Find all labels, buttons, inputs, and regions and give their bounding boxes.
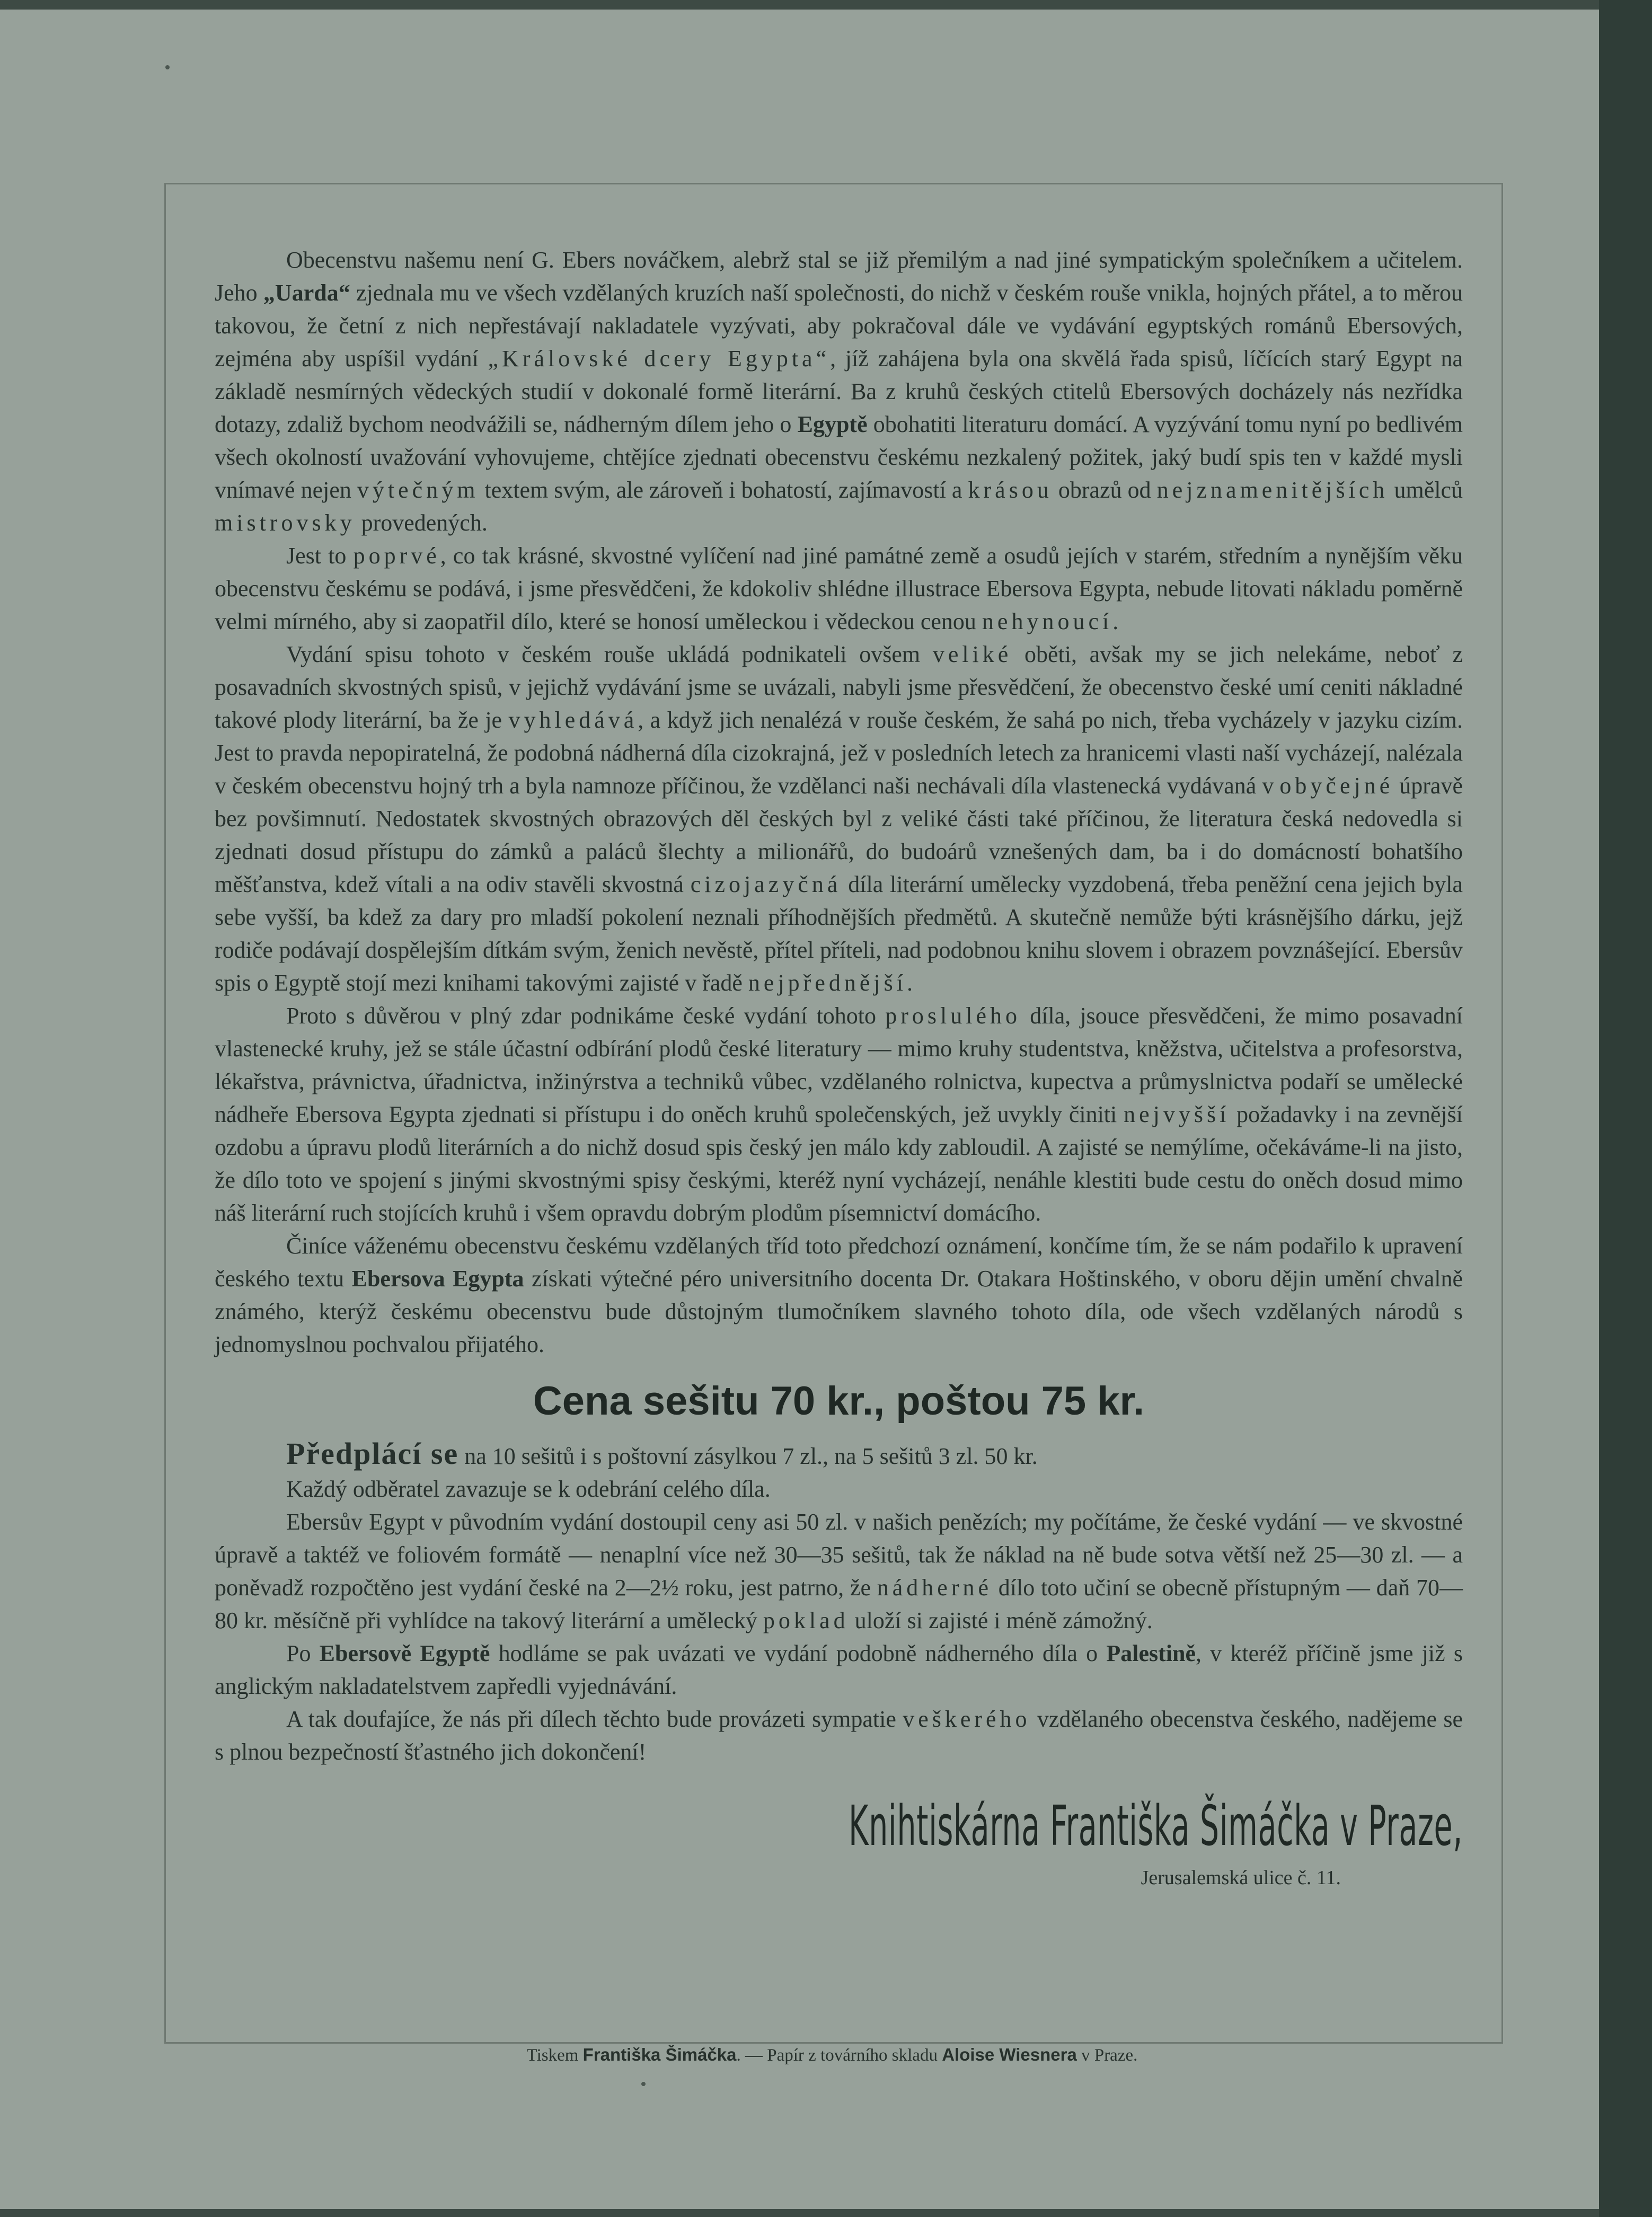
price-heading: Cena sešitu 70 kr., poštou 75 kr. [533, 1379, 1145, 1424]
subscription-terms: Předplácí se na 10 sešitů i s poštovní zásylkou 7 zl., na 5 sešitů 3 zl. 50 kr. [286, 1436, 1038, 1471]
speck [165, 65, 170, 69]
paragraph-publishing: Vydání spisu tohoto v českém rouše ukládá podnikateli ovšem veliké oběti, avšak my se jich nelekáme, neboť z posavadních skvostných spisů, v jejichž vydávání jsme se uvázali, nabyli jsme přesvědčení, že obecenstvo české umí ceniti nákladné takové plody literární, ba že je vyhledává, a když jich nenalézá v rouše českém, že sahá po nich, třeba vycházely v jazyku cizím. Jest to pravda nepopiratelná, že podobná nádherná díla cizokrajná, jež v posledních letech za hranicemi vlasti naší vycházejí, nalézala v českém obecenstvu hojný trh a byla namnoze příčinou, že vzdělanci naši nechávali díla vlastenecká vydávaná v obyčejné úpravě bez povšimnutí. Nedostatek skvostných obrazových děl českých byl z veliké části také příčinou, že literatura česká nedovedla si zjednati dosud přístupu do zámků a paláců šlechty a milionářů, do budoárů vznešených dam, ba i do domácností bohatšího měšťanstva, kdež vítali a na odiv stavěli skvostná cizojazyčná díla literární umělecky vyzdobená, třeba peněžní cena jejich byla sebe vyšší, ba kdež za dary pro mladší pokolení neznali příhodnějších předmětů. A skutečně nemůže býti krásnějšího dárku, jejž rodiče podávají dospělejším dítkám svým, ženich nevěstě, přítel příteli, nad podobnou knihu slovem i obrazem povznášející. Ebersův spis o Egyptě stojí mezi knihami takovými zajisté v řadě nejpřednější. [215, 641, 1463, 996]
speck [641, 2082, 646, 2086]
paragraph-first-time: Jest to poprvé, co tak krásné, skvostné vylíčení nad jiné památné země a osudů jejích v starém, středním a nynějším věku obecenstvu českému se podává, i jsme přesvědčeni, že kdokoliv shlédne illustrace Ebersova Egypta, nebude litovati nákladu poměrně velmi mírného, aby si zaopatřil dílo, které se honosí uměleckou i vědeckou cenou nehynoucí. [215, 543, 1463, 634]
book-spine [1599, 0, 1652, 2217]
announcement-body [215, 244, 1463, 1973]
subscriber-obligation: Každý odběratel zavazuje se k odebrání celého díla. [286, 1476, 771, 1502]
paragraph-cost: Ebersův Egypt v původním vydání dostoupil ceny asi 50 zl. v našich penězích; my počítáme, že české vydání — ve skvostné úpravě a taktéž ve foliovém formátě — nenaplní více než 30—35 sešitů, tak že náklad na ně bude sotva větší než 25—30 zl. — a poněvadž rozpočtěno jest vydání české na 2—2½ roku, jest patrno, že nádherné dílo toto učiní se obecně přístupným — daň 70—80 kr. měsíčně při vyhlídce na takový literární a umělecký poklad uloží si zajisté i méně zámožný. [215, 1509, 1463, 1633]
publisher-signature: Knihtiskárna Františka Šimáčka v Praze, [849, 1794, 1463, 1858]
paragraph-conclusion: Činíce váženému obecenstvu českému vzdělaných tříd toto předchozí oznámení, končíme tím, že se nám podařilo k upravení českého textu Ebersova Egypta získati výtečné péro universitního docenta Dr. Otakara Hoštinského, v oboru dějin umění chvalně známého, kterýž českému obecenstvu bude důstojným tlumočníkem slavného tohoto díla, ode všech vzdělaných národů s jednomyslnou pochvalou přijatého. [215, 1233, 1463, 1357]
paragraph-closing: A tak doufajíce, že nás při dílech těchto bude provázeti sympatie veškerého vzdělaného obecenstva českého, nadějeme se s plnou bezpečností šťastného jich dokončení! [215, 1706, 1463, 1765]
printer-footer: Tiskem Františka Šimáčka. — Papír z továrního skladu Aloise Wiesnera v Praze. [526, 2045, 1138, 2065]
publisher-address: Jerusalemská ulice č. 11. [1141, 1867, 1341, 1889]
paragraph-intro: Obecenstvu našemu není G. Ebers nováčkem, alebrž stal se již přemilým a nad jiné sympatickým společníkem a učitelem. Jeho „Uarda“ zjednala mu ve všech vzdělaných kruzích naší společnosti, do nichž v českém rouše vnikla, hojných přátel, a to měrou takovou, že četní z nich nepřestávají nakladatele vyzývati, aby pokračoval dále ve vydávání egyptských románů Ebersových, zejména aby uspíšil vydání „Královské dcery Egypta“, jíž zahájena byla ona skvělá řada spisů, líčících starý Egypt na základě nesmírných vědeckých studií v dokonalé formě literární. Ba z kruhů českých ctitelů Ebersových docházely nás nezřídka dotazy, zdaliž bychom neodvážili se, nádherným dílem jeho o Egyptě obohatiti literaturu domácí. A vyzývání tomu nyní po bedlivém všech okolností uvažování vyhovujeme, chtějíce zjednati obecenstvu českému nezkalený požitek, jaký budí spis ten v každé mysli vnímavé nejen výtečným textem svým, ale zároveň i bohatostí, zajímavostí a krásou obrazů od nejznamenitějších umělců mistrovsky provedených. [215, 247, 1463, 536]
paragraph-palestine: Po Ebersově Egyptě hodláme se pak uvázati ve vydání podobně nádherného díla o Palestině, v kteréž příčině jsme již s anglickým nakladatelstvem zapředli vyjednávání. [215, 1640, 1463, 1699]
paragraph-confidence: Proto s důvěrou v plný zdar podnikáme české vydání tohoto proslulého díla, jsouce přesvědčeni, že mimo posavadní vlastenecké kruhy, jež se stále účastní odbírání plodů české literatury — mimo kruhy studentstva, kněžstva, učitelstva a profesorstva, lékařstva, právnictva, úřadnictva, inžinýrstva a techniků vůbec, vzdělaného rolnictva, kupectva a průmyslnictva podaří se umělecké nádheře Ebersova Egypta zjednati si přístupu i do oněch kruhů společenských, jež uvykly činiti nejvyšší požadavky i na zevnější ozdobu a úpravu plodů literárních a do nichž dosud spis český jen málo kdy zabloudil. A zajisté se nemýlíme, očekáváme-li na jisto, že dílo toto ve spojení s jinými skvostnými spisy českými, kteréž nyní vycházejí, nenáhle klestiti bude cestu do oněch dosud mimo náš literární ruch stojících kruhů i všem opravdu dobrým plodům písemnictví domácího. [215, 1003, 1463, 1226]
